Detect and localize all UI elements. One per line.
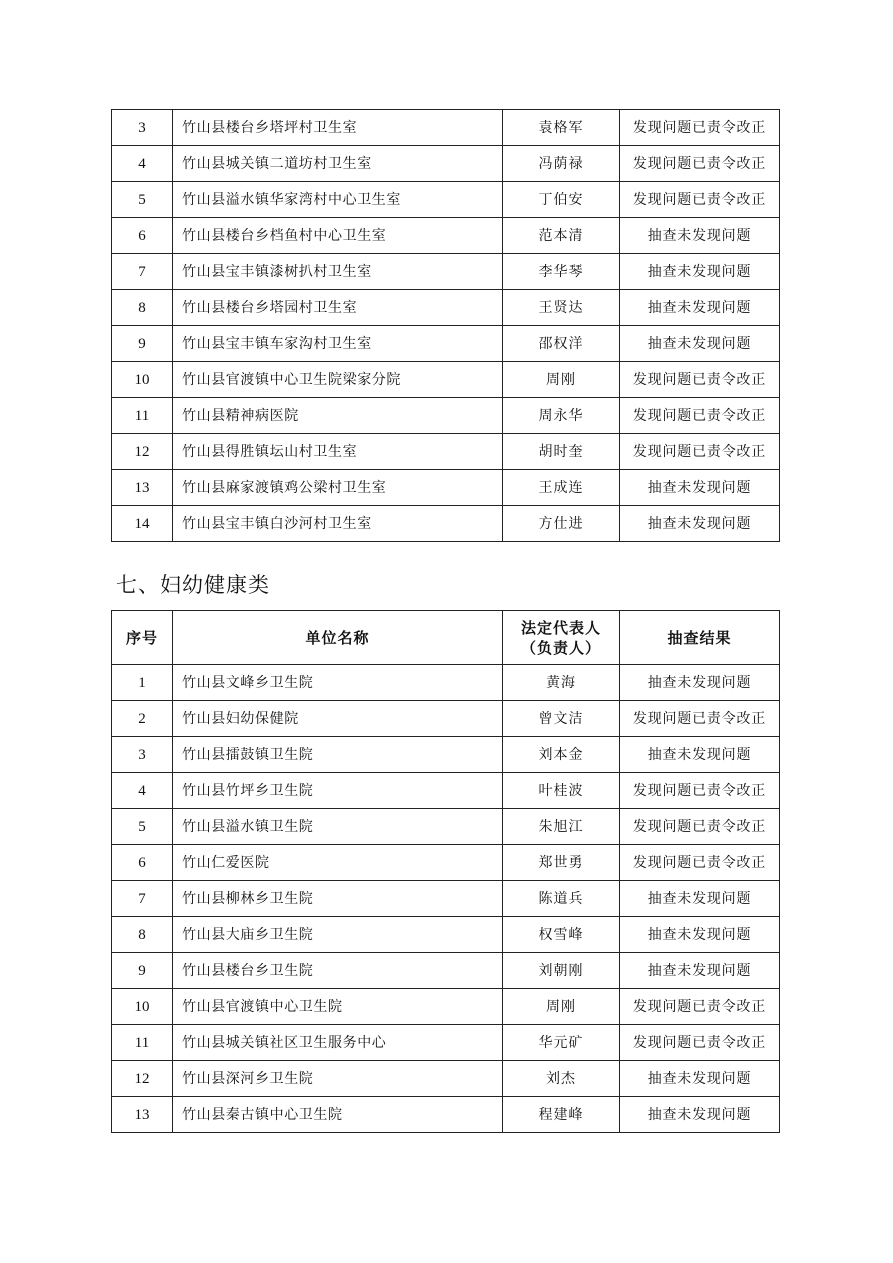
cell-legal-representative: 曾文洁 xyxy=(503,701,620,737)
inspection-table-continued xyxy=(111,109,780,542)
cell-legal-representative: 黄海 xyxy=(503,665,620,701)
cell-serial-number: 11 xyxy=(112,1025,173,1061)
table-row xyxy=(112,917,780,953)
cell-inspection-result: 发现问题已责令改正 xyxy=(620,989,780,1025)
cell-unit-name: 竹山县大庙乡卫生院 xyxy=(173,917,503,953)
cell-inspection-result: 发现问题已责令改正 xyxy=(620,110,780,146)
table-row xyxy=(112,254,780,290)
cell-unit-name: 竹山县深河乡卫生院 xyxy=(173,1061,503,1097)
cell-serial-number: 5 xyxy=(112,182,173,218)
cell-inspection-result: 抽查未发现问题 xyxy=(620,506,780,542)
table-row xyxy=(112,881,780,917)
cell-serial-number: 10 xyxy=(112,362,173,398)
cell-serial-number: 3 xyxy=(112,110,173,146)
table-row xyxy=(112,1025,780,1061)
cell-legal-representative: 朱旭江 xyxy=(503,809,620,845)
cell-inspection-result: 发现问题已责令改正 xyxy=(620,809,780,845)
cell-serial-number: 9 xyxy=(112,326,173,362)
cell-inspection-result: 发现问题已责令改正 xyxy=(620,362,780,398)
table-row xyxy=(112,470,780,506)
cell-unit-name: 竹山县文峰乡卫生院 xyxy=(173,665,503,701)
table-row xyxy=(112,953,780,989)
cell-unit-name: 竹山县官渡镇中心卫生院梁家分院 xyxy=(173,362,503,398)
cell-unit-name: 竹山县溢水镇卫生院 xyxy=(173,809,503,845)
cell-serial-number: 8 xyxy=(112,290,173,326)
cell-serial-number: 9 xyxy=(112,953,173,989)
lower-table-body xyxy=(112,665,780,1133)
cell-inspection-result: 抽查未发现问题 xyxy=(620,290,780,326)
cell-serial-number: 5 xyxy=(112,809,173,845)
cell-inspection-result: 抽查未发现问题 xyxy=(620,737,780,773)
cell-serial-number: 11 xyxy=(112,398,173,434)
cell-inspection-result: 抽查未发现问题 xyxy=(620,218,780,254)
cell-legal-representative: 刘本金 xyxy=(503,737,620,773)
cell-legal-representative: 范本清 xyxy=(503,218,620,254)
table-row xyxy=(112,326,780,362)
cell-serial-number: 7 xyxy=(112,254,173,290)
cell-serial-number: 1 xyxy=(112,665,173,701)
cell-unit-name: 竹山县楼台乡档鱼村中心卫生室 xyxy=(173,218,503,254)
header-serial-number: 序号 xyxy=(112,611,173,665)
cell-unit-name: 竹山县楼台乡塔园村卫生室 xyxy=(173,290,503,326)
table-row xyxy=(112,701,780,737)
table-header-row xyxy=(112,611,780,665)
cell-inspection-result: 抽查未发现问题 xyxy=(620,1097,780,1133)
table-row xyxy=(112,737,780,773)
cell-inspection-result: 抽查未发现问题 xyxy=(620,917,780,953)
cell-unit-name: 竹山县楼台乡塔坪村卫生室 xyxy=(173,110,503,146)
table-row xyxy=(112,773,780,809)
table-row xyxy=(112,182,780,218)
cell-legal-representative: 胡时奎 xyxy=(503,434,620,470)
table-row xyxy=(112,110,780,146)
cell-legal-representative: 冯荫禄 xyxy=(503,146,620,182)
cell-inspection-result: 抽查未发现问题 xyxy=(620,881,780,917)
cell-legal-representative: 周永华 xyxy=(503,398,620,434)
cell-legal-representative: 方仕进 xyxy=(503,506,620,542)
table-row xyxy=(112,665,780,701)
cell-legal-representative: 叶桂波 xyxy=(503,773,620,809)
cell-unit-name: 竹山县溢水镇华家湾村中心卫生室 xyxy=(173,182,503,218)
cell-legal-representative: 周刚 xyxy=(503,362,620,398)
cell-unit-name: 竹山县柳林乡卫生院 xyxy=(173,881,503,917)
cell-serial-number: 6 xyxy=(112,845,173,881)
cell-legal-representative: 郑世勇 xyxy=(503,845,620,881)
cell-serial-number: 4 xyxy=(112,146,173,182)
header-inspection-result: 抽查结果 xyxy=(620,611,780,665)
cell-inspection-result: 发现问题已责令改正 xyxy=(620,434,780,470)
cell-legal-representative: 袁格军 xyxy=(503,110,620,146)
cell-unit-name: 竹山县得胜镇坛山村卫生室 xyxy=(173,434,503,470)
cell-legal-representative: 丁伯安 xyxy=(503,182,620,218)
table-row xyxy=(112,362,780,398)
cell-serial-number: 13 xyxy=(112,470,173,506)
cell-serial-number: 3 xyxy=(112,737,173,773)
cell-serial-number: 13 xyxy=(112,1097,173,1133)
cell-inspection-result: 发现问题已责令改正 xyxy=(620,701,780,737)
cell-unit-name: 竹山县官渡镇中心卫生院 xyxy=(173,989,503,1025)
table-row xyxy=(112,290,780,326)
cell-serial-number: 2 xyxy=(112,701,173,737)
cell-serial-number: 8 xyxy=(112,917,173,953)
cell-legal-representative: 权雪峰 xyxy=(503,917,620,953)
cell-serial-number: 7 xyxy=(112,881,173,917)
upper-table-body xyxy=(112,110,780,542)
cell-unit-name: 竹山县竹坪乡卫生院 xyxy=(173,773,503,809)
cell-inspection-result: 抽查未发现问题 xyxy=(620,665,780,701)
cell-inspection-result: 发现问题已责令改正 xyxy=(620,182,780,218)
cell-unit-name: 竹山县精神病医院 xyxy=(173,398,503,434)
cell-unit-name: 竹山县麻家渡镇鸡公梁村卫生室 xyxy=(173,470,503,506)
table-row xyxy=(112,989,780,1025)
cell-unit-name: 竹山县宝丰镇白沙河村卫生室 xyxy=(173,506,503,542)
maternal-child-health-table xyxy=(111,610,780,1133)
cell-serial-number: 4 xyxy=(112,773,173,809)
table-row xyxy=(112,845,780,881)
cell-inspection-result: 抽查未发现问题 xyxy=(620,326,780,362)
cell-unit-name: 竹山县擂鼓镇卫生院 xyxy=(173,737,503,773)
cell-legal-representative: 刘朝刚 xyxy=(503,953,620,989)
cell-serial-number: 6 xyxy=(112,218,173,254)
cell-serial-number: 12 xyxy=(112,434,173,470)
cell-unit-name: 竹山县宝丰镇漆树扒村卫生室 xyxy=(173,254,503,290)
cell-legal-representative: 王贤达 xyxy=(503,290,620,326)
table-row xyxy=(112,146,780,182)
cell-inspection-result: 抽查未发现问题 xyxy=(620,1061,780,1097)
header-rep-line1: 法定代表人 xyxy=(520,618,601,637)
cell-legal-representative: 李华琴 xyxy=(503,254,620,290)
cell-serial-number: 12 xyxy=(112,1061,173,1097)
section-heading: 七、妇幼健康类 xyxy=(116,573,270,597)
table-row xyxy=(112,1097,780,1133)
cell-inspection-result: 抽查未发现问题 xyxy=(620,254,780,290)
header-legal-representative xyxy=(503,611,620,665)
cell-legal-representative: 陈道兵 xyxy=(503,881,620,917)
cell-inspection-result: 发现问题已责令改正 xyxy=(620,773,780,809)
cell-inspection-result: 发现问题已责令改正 xyxy=(620,1025,780,1061)
table-row xyxy=(112,809,780,845)
cell-legal-representative: 刘杰 xyxy=(503,1061,620,1097)
cell-legal-representative: 华元矿 xyxy=(503,1025,620,1061)
cell-inspection-result: 发现问题已责令改正 xyxy=(620,845,780,881)
cell-unit-name: 竹山县楼台乡卫生院 xyxy=(173,953,503,989)
cell-legal-representative: 程建峰 xyxy=(503,1097,620,1133)
table-row xyxy=(112,506,780,542)
header-unit-name: 单位名称 xyxy=(173,611,503,665)
cell-serial-number: 10 xyxy=(112,989,173,1025)
table-row xyxy=(112,398,780,434)
cell-inspection-result: 抽查未发现问题 xyxy=(620,953,780,989)
cell-unit-name: 竹山县城关镇二道坊村卫生室 xyxy=(173,146,503,182)
table-row xyxy=(112,218,780,254)
cell-unit-name: 竹山仁爱医院 xyxy=(173,845,503,881)
cell-serial-number: 14 xyxy=(112,506,173,542)
table-row xyxy=(112,1061,780,1097)
cell-unit-name: 竹山县妇幼保健院 xyxy=(173,701,503,737)
cell-unit-name: 竹山县秦古镇中心卫生院 xyxy=(173,1097,503,1133)
cell-inspection-result: 抽查未发现问题 xyxy=(620,470,780,506)
header-rep-line2: （负责人） xyxy=(520,638,601,657)
cell-unit-name: 竹山县城关镇社区卫生服务中心 xyxy=(173,1025,503,1061)
cell-unit-name: 竹山县宝丰镇车家沟村卫生室 xyxy=(173,326,503,362)
cell-inspection-result: 发现问题已责令改正 xyxy=(620,146,780,182)
cell-legal-representative: 周刚 xyxy=(503,989,620,1025)
cell-legal-representative: 邵权洋 xyxy=(503,326,620,362)
cell-legal-representative: 王成连 xyxy=(503,470,620,506)
cell-inspection-result: 发现问题已责令改正 xyxy=(620,398,780,434)
table-row xyxy=(112,434,780,470)
